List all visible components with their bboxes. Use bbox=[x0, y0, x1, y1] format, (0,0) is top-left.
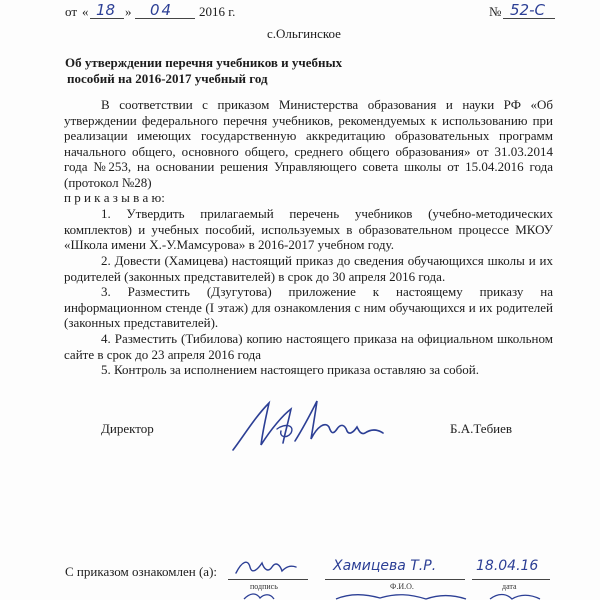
date-quote-close: » bbox=[125, 4, 132, 19]
date-prefix: от bbox=[65, 4, 78, 19]
item-4: 4. Разместить (Тибилова) копию настоящего приказа на официальном школьном сайте в срок до 23 апреля 2016 года bbox=[64, 331, 553, 362]
title-line-1: Об утверждении перечня учебников и учебных bbox=[65, 55, 343, 70]
date-month: 04 bbox=[150, 1, 174, 19]
employee-name: Хамицева Т.Р. bbox=[333, 558, 437, 574]
ack-date: 18.04.16 bbox=[476, 558, 539, 574]
order-number: 52-С bbox=[510, 1, 545, 19]
acknowledgement-label: С приказом ознакомлен (а): bbox=[65, 564, 218, 579]
place: с.Ольгинское bbox=[267, 26, 341, 41]
date-month-underline bbox=[135, 18, 195, 19]
order-number-underline bbox=[503, 18, 555, 19]
director-signature bbox=[225, 395, 390, 457]
fio-caption: Ф.И.О. bbox=[390, 582, 414, 591]
employee-signature bbox=[232, 555, 302, 581]
date-day: 18 bbox=[96, 1, 116, 19]
fio-underline bbox=[325, 579, 465, 580]
item-3: 3. Разместить (Дзугутова) приложение к настоящему приказу на информационном стенде (I этаж) для ознакомления с ним обучающихся и их родителей (законных представителей). bbox=[64, 284, 553, 330]
intro-paragraph: В соответствии с приказом Министерства образования и науки РФ «Об утверждении федерального перечня учебников, рекомендуемых к использованию при реализации имеющих государственную аккредитацию образовательных программ начального общего, основного общего, среднего общего образования» от 31.03.2014 года №253, на основании решения Управляющего совета школы от 15.04.2016 года (протокол №28) bbox=[64, 97, 553, 190]
date-quote-open: « bbox=[82, 4, 89, 19]
date-caption: дата bbox=[502, 582, 517, 591]
title-line-2: пособий на 2016-2017 учебный год bbox=[67, 71, 268, 86]
item-1: 1. Утвердить прилагаемый перечень учебников (учебно-методических комплектов) и учебных пособий, используемых в образовательном процессе МКОУ «Школа имени Х.-У.Мамсурова» в 2016-2017 учебном году. bbox=[64, 206, 553, 252]
order-word: п р и к а з ы в а ю: bbox=[64, 190, 165, 205]
next-row-handwriting bbox=[240, 590, 560, 600]
number-prefix: № bbox=[489, 4, 502, 19]
item-5: 5. Контроль за исполнением настоящего приказа оставляю за собой. bbox=[101, 362, 479, 377]
signature-position: Директор bbox=[101, 421, 154, 436]
date-year: 2016 г. bbox=[199, 4, 236, 19]
date-day-underline bbox=[90, 18, 124, 19]
item-2: 2. Довести (Хамицева) настоящий приказ до сведения обучающихся школы и их родителей (законных представителей) в срок до 30 апреля 2016 года. bbox=[64, 253, 553, 284]
signature-name: Б.А.Тебиев bbox=[450, 421, 513, 436]
signature-caption: подпись bbox=[250, 582, 278, 591]
date-underline bbox=[472, 579, 550, 580]
signature-underline bbox=[228, 579, 308, 580]
